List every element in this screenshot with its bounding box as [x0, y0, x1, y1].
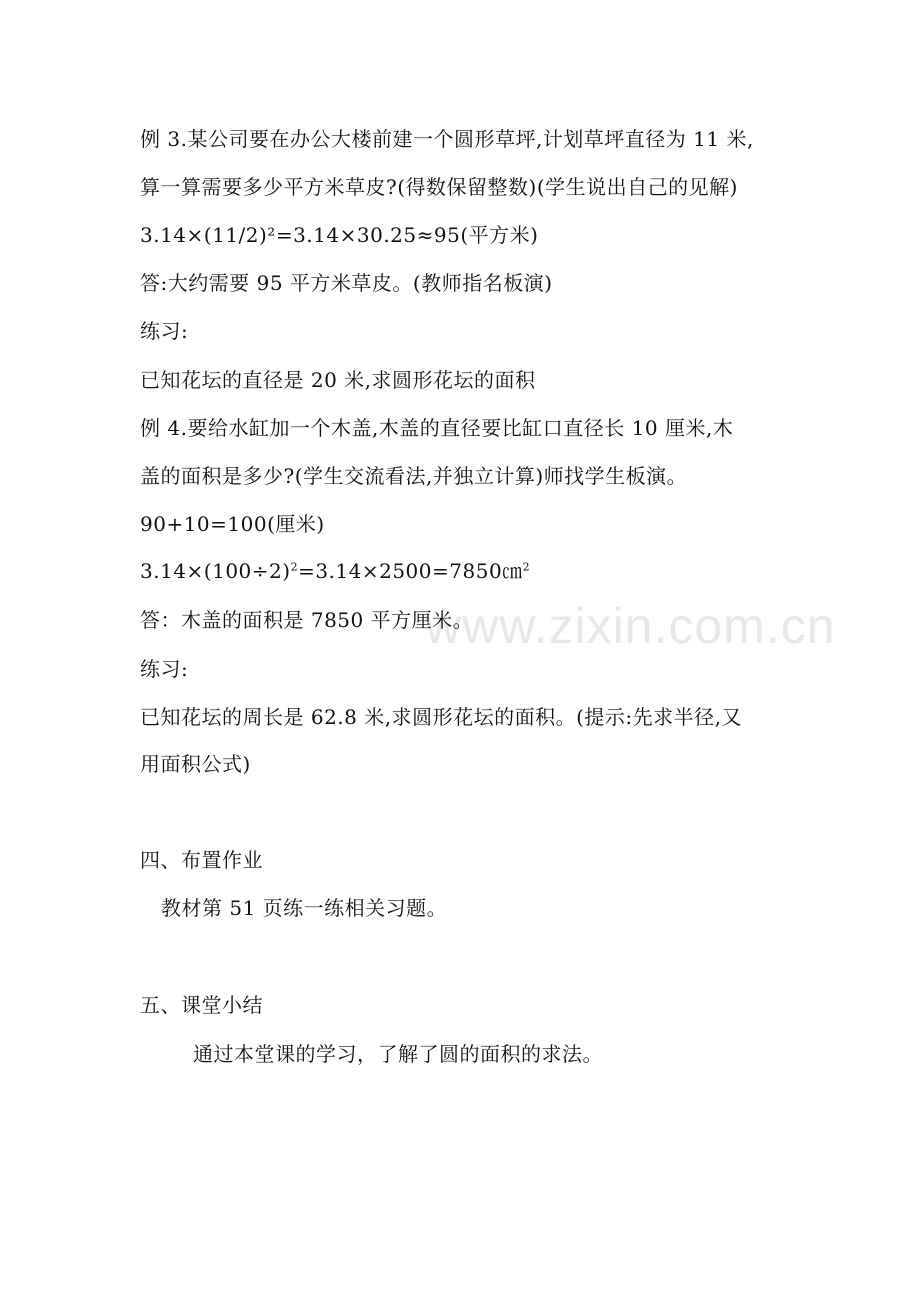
practice-label-1: 练习:	[140, 319, 189, 343]
practice-label-2: 练习:	[140, 657, 189, 681]
example-4-answer: 答：木盖的面积是 7850 平方厘米。	[140, 608, 474, 632]
section-5-content: 通过本堂课的学习，了解了圆的面积的求法。	[193, 1042, 603, 1066]
step-2-unit-exponent: 2	[522, 560, 531, 574]
practice-2-line-2: 用面积公式)	[140, 752, 251, 776]
step-2-part-2: =3.14×2500=7850㎝	[298, 559, 523, 583]
section-4-content: 教材第 51 页练一练相关习题。	[161, 896, 448, 920]
step-2-exponent: 2	[290, 560, 299, 574]
example-4-step-2	[140, 557, 530, 585]
example-4-line-1: 例 4.要给水缸加一个木盖,木盖的直径要比缸口直径长 10 厘米,木	[140, 416, 734, 440]
step-2-part-1: 3.14×(100÷2)	[140, 559, 291, 583]
section-5-heading: 五、课堂小结	[140, 993, 263, 1017]
example-3-line-1: 例 3.某公司要在办公大楼前建一个圆形草坪,计划草坪直径为 11 米,	[140, 127, 754, 151]
watermark: www.zixin.com.cn	[425, 598, 836, 654]
example-3-line-2: 算一算需要多少平方米草皮?(得数保留整数)(学生说出自己的见解)	[140, 175, 738, 199]
section-4-heading: 四、布置作业	[140, 848, 263, 872]
example-3-answer: 答:大约需要 95 平方米草皮。(教师指名板演)	[140, 271, 553, 295]
practice-2-line-1: 已知花坛的周长是 62.8 米,求圆形花坛的面积。(提示:先求半径,又	[140, 705, 743, 729]
practice-1-question: 已知花坛的直径是 20 米,求圆形花坛的面积	[140, 368, 536, 392]
example-4-line-2: 盖的面积是多少?(学生交流看法,并独立计算)师找学生板演。	[140, 464, 688, 488]
example-4-step-1: 90+10=100(厘米)	[140, 512, 325, 536]
example-3-calculation: 3.14×(11/2)²=3.14×30.25≈95(平方米)	[140, 223, 539, 247]
